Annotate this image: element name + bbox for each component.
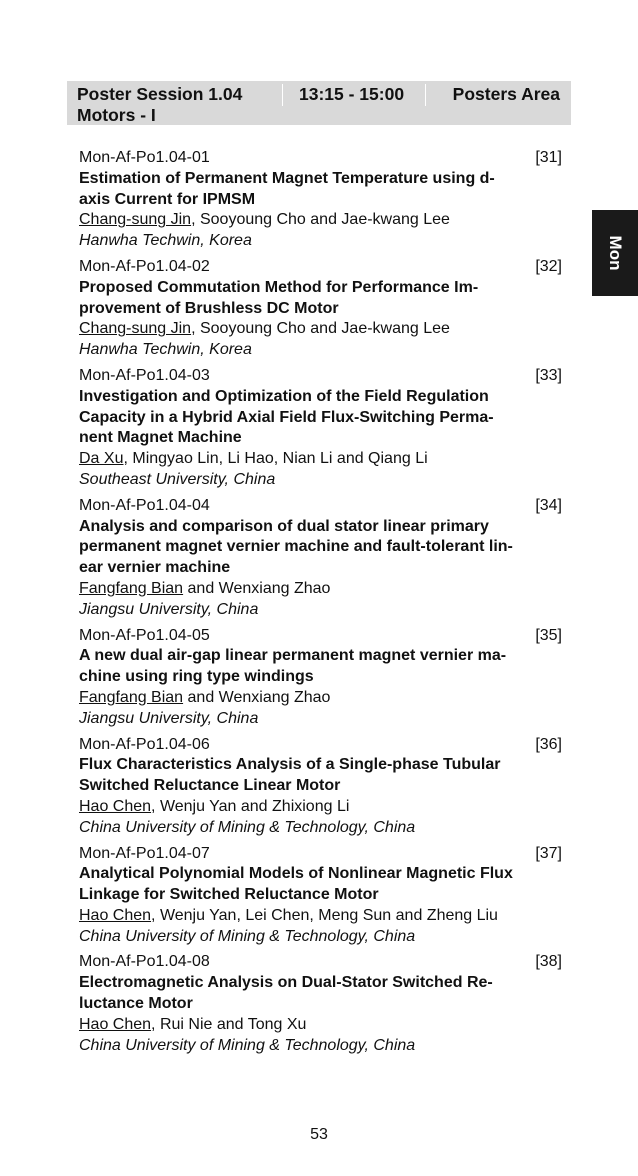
- paper-number: [36]: [535, 735, 562, 753]
- coauthors: and Wenxiang Zhao: [183, 688, 331, 706]
- paper-title-line: Capacity in a Hybrid Axial Field Flux-Switching Perma-: [79, 408, 494, 426]
- paper-authors: [79, 688, 562, 709]
- paper-list: [79, 148, 562, 1061]
- coauthors: , Sooyoung Cho and Jae-kwang Lee: [191, 211, 450, 229]
- paper-number: [34]: [535, 496, 562, 514]
- paper-title-line: Investigation and Optimization of the Field Regulation: [79, 387, 489, 405]
- paper-authors: [79, 449, 562, 470]
- paper-code: Mon-Af-Po1.04-04: [79, 496, 210, 514]
- session-subtitle: Motors - I: [77, 105, 156, 125]
- day-tab-label: Mon: [606, 235, 625, 271]
- paper-authors: [79, 319, 562, 340]
- presenting-author: Fangfang Bian: [79, 688, 184, 706]
- presenting-author: Hao Chen: [79, 797, 152, 815]
- paper-code-row: [79, 735, 562, 756]
- paper-affiliation: Hanwha Techwin, Korea: [79, 232, 252, 250]
- paper-code: Mon-Af-Po1.04-01: [79, 149, 210, 166]
- header-divider: [425, 84, 426, 106]
- session-location: Posters Area: [452, 84, 560, 104]
- session-header: [67, 81, 571, 125]
- paper-title-line: Switched Reluctance Linear Motor: [79, 777, 341, 795]
- session-time: 13:15 - 15:00: [299, 84, 405, 104]
- paper-authors: [79, 1015, 562, 1036]
- coauthors: , Wenju Yan and Zhixiong Li: [151, 797, 350, 815]
- paper-affiliation: Southeast University, China: [79, 470, 276, 488]
- presenting-author: Hao Chen: [79, 906, 152, 924]
- paper-number: [33]: [535, 366, 562, 384]
- paper-title-line: luctance Motor: [79, 995, 193, 1013]
- paper-affiliation: Hanwha Techwin, Korea: [79, 341, 252, 359]
- paper-code-row: [79, 626, 562, 647]
- paper-code: Mon-Af-Po1.04-08: [79, 953, 210, 971]
- paper-affiliation: China University of Mining & Technology, China: [79, 927, 416, 945]
- paper-title-line: Electromagnetic Analysis on Dual-Stator Switched Re-: [79, 974, 493, 992]
- paper-entry: [79, 496, 562, 621]
- paper-title-line: Estimation of Permanent Magnet Temperature using d-: [79, 169, 495, 187]
- paper-title-line: ear vernier machine: [79, 559, 231, 577]
- paper-entry: [79, 626, 562, 730]
- paper-title-line: Proposed Commutation Method for Performance Im-: [79, 278, 479, 296]
- paper-affiliation: Jiangsu University, China: [79, 600, 259, 618]
- coauthors: , Wenju Yan, Lei Chen, Meng Sun and Zheng Liu: [151, 906, 498, 924]
- paper-code-row: [79, 366, 562, 387]
- paper-code: Mon-Af-Po1.04-05: [79, 626, 210, 644]
- coauthors: , Sooyoung Cho and Jae-kwang Lee: [191, 320, 450, 338]
- paper-authors: [79, 579, 562, 600]
- paper-code: Mon-Af-Po1.04-02: [79, 257, 210, 275]
- paper-code-row: [79, 496, 562, 517]
- paper-code-row: [79, 148, 562, 169]
- paper-code-row: [79, 952, 562, 973]
- paper-title-line: A new dual air-gap linear permanent magnet vernier ma-: [79, 647, 507, 665]
- paper-code: Mon-Af-Po1.04-07: [79, 844, 210, 862]
- coauthors: , Mingyao Lin, Li Hao, Nian Li and Qiang Li: [123, 450, 428, 468]
- paper-entry: [79, 257, 562, 361]
- paper-title-line: Flux Characteristics Analysis of a Single-phase Tubular: [79, 756, 501, 774]
- paper-title-line: Analysis and comparison of dual stator linear primary: [79, 517, 489, 535]
- paper-title-line: nent Magnet Machine: [79, 429, 242, 447]
- paper-entry: [79, 366, 562, 491]
- paper-title-line: chine using ring type windings: [79, 668, 314, 686]
- paper-title-line: permanent magnet vernier machine and fault-tolerant lin-: [79, 538, 513, 556]
- paper-code-row: [79, 844, 562, 865]
- presenting-author: Hao Chen: [79, 1015, 152, 1033]
- session-header-row: [77, 84, 571, 104]
- paper-authors: [79, 906, 562, 927]
- paper-code: Mon-Af-Po1.04-06: [79, 735, 210, 753]
- coauthors: and Wenxiang Zhao: [183, 579, 331, 597]
- paper-affiliation: China University of Mining & Technology, China: [79, 818, 416, 836]
- presenting-author: Fangfang Bian: [79, 579, 184, 597]
- paper-number: [31]: [535, 149, 562, 166]
- paper-affiliation: China University of Mining & Technology, China: [79, 1036, 416, 1054]
- paper-title-line: axis Current for IPMSM: [79, 190, 256, 208]
- paper-entry: [79, 952, 562, 1056]
- paper-number: [37]: [535, 844, 562, 862]
- paper-authors: [79, 797, 562, 818]
- day-tab: [592, 210, 638, 296]
- paper-title-line: Analytical Polynomial Models of Nonlinear Magnetic Flux: [79, 865, 513, 883]
- paper-number: [38]: [535, 953, 562, 971]
- paper-code-row: [79, 257, 562, 278]
- paper-affiliation: Jiangsu University, China: [79, 709, 259, 727]
- paper-number: [35]: [535, 626, 562, 644]
- paper-code: Mon-Af-Po1.04-03: [79, 366, 210, 384]
- paper-entry: [79, 844, 562, 948]
- paper-title-line: provement of Brushless DC Motor: [79, 299, 339, 317]
- presenting-author: Da Xu: [79, 450, 124, 468]
- presenting-author: Chang-sung Jin: [79, 211, 192, 229]
- coauthors: , Rui Nie and Tong Xu: [151, 1015, 307, 1033]
- paper-authors: [79, 210, 562, 231]
- paper-entry: [79, 148, 562, 252]
- session-title: Poster Session 1.04: [77, 84, 243, 104]
- paper-title-line: Linkage for Switched Reluctance Motor: [79, 886, 379, 904]
- page-number: 53: [310, 1126, 328, 1143]
- presenting-author: Chang-sung Jin: [79, 320, 192, 338]
- paper-number: [32]: [535, 257, 562, 275]
- paper-entry: [79, 735, 562, 839]
- header-divider: [282, 84, 283, 106]
